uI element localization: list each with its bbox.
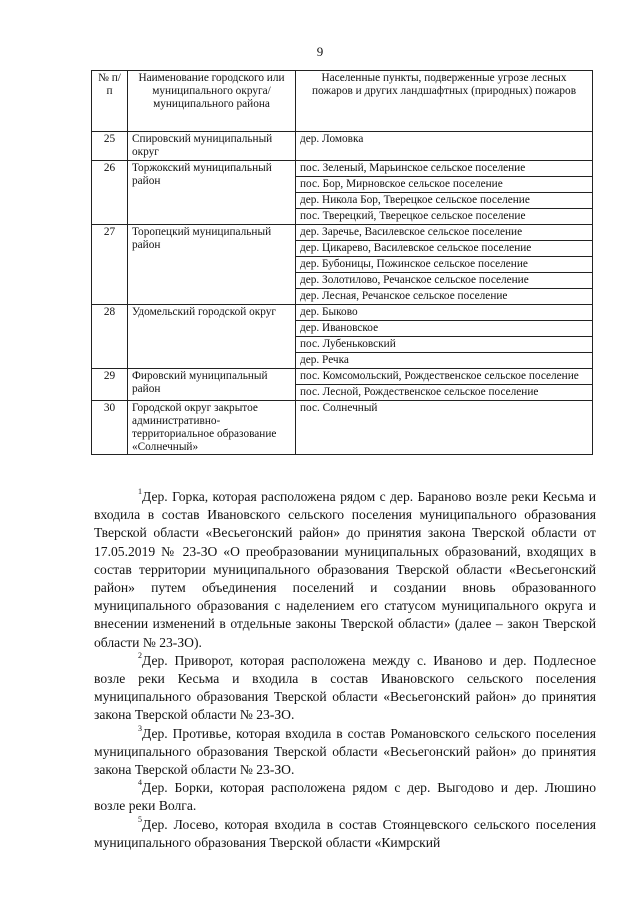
footnote-text: Дер. Приворот, которая расположена между с. Иваново и дер. Подлесное возле реки Кесьма и входила в состав Ивановского сельского поселения муниципального образования Тверской области «Весьегонский район» до принятия закона Тверской области № 23-ЗО.: [94, 652, 596, 723]
table-row: [92, 132, 593, 161]
settlement: дер. Цикарево, Василевское сельское поселение: [296, 240, 593, 256]
footnote: [94, 652, 596, 725]
settlement: пос. Бор, Мирновское сельское поселение: [296, 176, 593, 192]
row-number: 28: [92, 304, 128, 368]
footnote-mark: 5: [138, 814, 142, 824]
footnote-text: Дер. Горка, которая расположена рядом с дер. Бараново возле реки Кесьма и входила в состав Ивановского сельского поселения муниципального образования Тверской области «Весьегонский район» до принятия закона Тверской области от 17.05.2019 № 23-ЗО «О преобразовании муниципальных образований, входящих в состав территории муниципального образования Тверской области «Весьегонский район» путем объединения поселений и создании вновь образованного муниципального образования с наделением его статусом муниципального округа и внесении изменений в отдельные законы Тверской области» (далее – закон Тверской области № 23-ЗО).: [94, 489, 596, 650]
footnote-mark: 3: [138, 723, 142, 733]
district-name: Торжокский муниципальный район: [128, 160, 296, 224]
row-number: 26: [92, 160, 128, 224]
row-number: 29: [92, 368, 128, 400]
settlement: дер. Никола Бор, Тверецкое сельское поселение: [296, 192, 593, 208]
district-name: Удомельский городской округ: [128, 304, 296, 368]
row-number: 27: [92, 224, 128, 304]
footnote-mark: 4: [138, 778, 142, 788]
header-district: Наименование городского или муниципального округа/муниципального района: [128, 71, 296, 132]
settlement: дер. Золотилово, Речанское сельское поселение: [296, 272, 593, 288]
table-row: [92, 400, 593, 455]
settlement: пос. Лесной, Рождественское сельское поселение: [296, 384, 593, 400]
table-row: [92, 224, 593, 240]
settlement: пос. Лубеньковский: [296, 336, 593, 352]
table-row: [92, 160, 593, 176]
footnote: [94, 488, 596, 652]
header-number: № п/п: [92, 71, 128, 132]
footnote: [94, 725, 596, 780]
district-name: Фировский муниципальный район: [128, 368, 296, 400]
footnote: [94, 779, 596, 815]
footnote: [94, 816, 596, 852]
settlement: дер. Ивановское: [296, 320, 593, 336]
settlement: дер. Быково: [296, 304, 593, 320]
district-name: Спировский муниципальный округ: [128, 132, 296, 161]
row-number: 25: [92, 132, 128, 161]
table-row: [92, 304, 593, 320]
footnote-mark: 2: [138, 650, 142, 660]
settlement: пос. Солнечный: [296, 400, 593, 455]
footnote-text: Дер. Противье, которая входила в состав Романовского сельского поселения муниципального образования Тверской области «Весьегонский район» до принятия закона Тверской области № 23-ЗО.: [94, 725, 596, 778]
footnotes: [94, 488, 596, 852]
settlement: дер. Бубоницы, Пожинское сельское поселение: [296, 256, 593, 272]
district-name: Городской округ закрытое административно-территориальное образование «Солнечный»: [128, 400, 296, 455]
row-number: 30: [92, 400, 128, 455]
header-settlements: Населенные пункты, подверженные угрозе лесных пожаров и других ландшафтных (природных) пожаров: [296, 71, 593, 132]
footnote-text: Дер. Борки, которая расположена рядом с дер. Выгодово и дер. Люшино возле реки Волга.: [94, 780, 596, 814]
settlement: дер. Ломовка: [296, 132, 593, 161]
settlement: дер. Лесная, Речанское сельское поселение: [296, 288, 593, 304]
settlement: пос. Комсомольский, Рождественское сельское поселение: [296, 368, 593, 384]
settlement: пос. Зеленый, Марьинское сельское поселение: [296, 160, 593, 176]
table-row: [92, 368, 593, 384]
district-name: Торопецкий муниципальный район: [128, 224, 296, 304]
footnote-mark: 1: [138, 487, 142, 496]
settlement: пос. Тверецкий, Тверецкое сельское поселение: [296, 208, 593, 224]
table-header-row: [92, 71, 593, 132]
page-number: 9: [316, 44, 324, 59]
settlements-table: [91, 70, 593, 455]
settlement: дер. Речка: [296, 352, 593, 368]
settlement: дер. Заречье, Василевское сельское поселение: [296, 224, 593, 240]
footnote-text: Дер. Лосево, которая входила в состав Стоянцевского сельского поселения муниципального образования Тверской области «Кимрский: [94, 816, 596, 850]
